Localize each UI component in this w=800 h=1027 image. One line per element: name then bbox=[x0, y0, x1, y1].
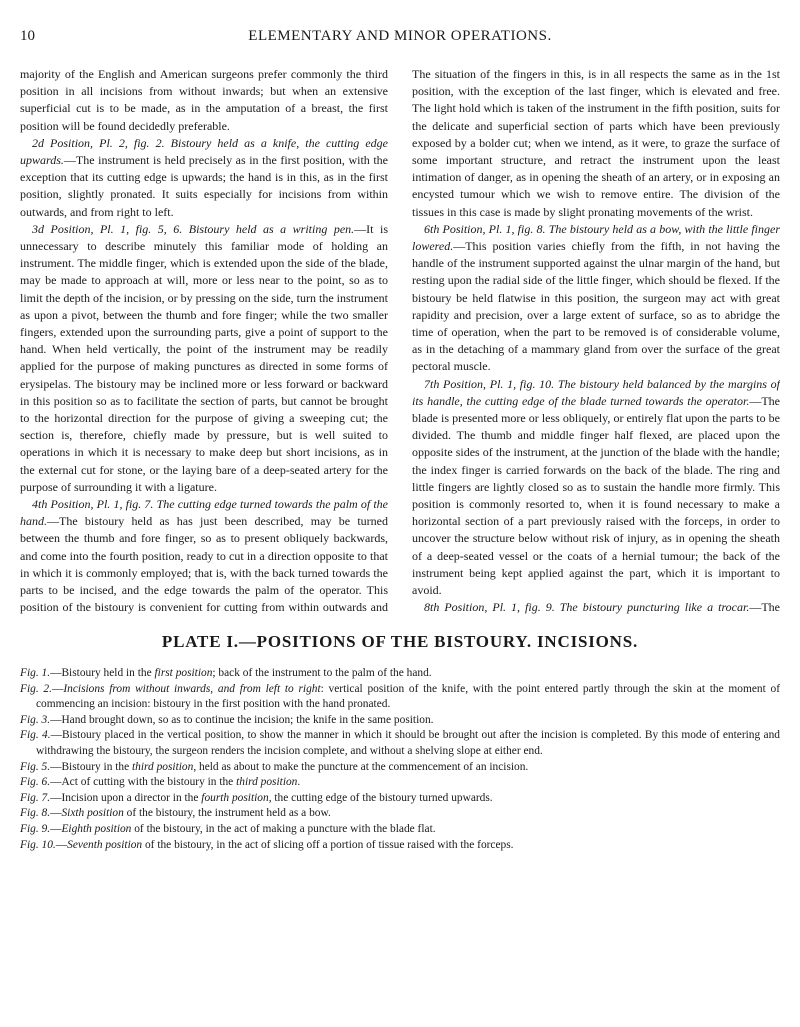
caption-italic: first position bbox=[154, 667, 213, 679]
page-number: 10 bbox=[20, 28, 35, 44]
position-heading: 3d Position, Pl. 1, fig. 5, 6. Bistoury held as a writing pen. bbox=[32, 221, 355, 236]
caption-italic: Sixth position bbox=[61, 807, 124, 820]
caption-italic: third position bbox=[236, 776, 298, 789]
right-column bbox=[412, 66, 780, 618]
caption-text: of the bistoury, in the act of slicing off a portion of tissue raised with the forceps. bbox=[142, 838, 514, 851]
caption-italic: third position bbox=[132, 760, 194, 773]
caption-text: — bbox=[51, 682, 64, 695]
left-column bbox=[20, 66, 388, 618]
figure-label: Fig. 6. bbox=[20, 776, 51, 789]
figure-label: Fig. 3. bbox=[20, 713, 51, 726]
caption-text: —Bistoury held in the bbox=[50, 667, 155, 679]
figure-caption bbox=[20, 682, 780, 713]
caption-text: — bbox=[50, 807, 62, 820]
figure-label: Fig. 10. bbox=[20, 838, 56, 851]
figure-caption bbox=[20, 791, 780, 807]
paragraph-body: —This position varies chiefly from the fifth, in not having the handle of the instrument supported against the ulnar margin of the hand, but resting upon the radial side of the little finger, which should be flexed. If the bistoury be held flatwise in this position, the surgeon may act with great rapidity and precision, over a large extent of surface, so as to abridge the time of operation, when the part to be removed is of considerable volume, as in the detaching of a mammary gland from over the surface of the great pectoral muscle. bbox=[412, 239, 780, 374]
position-heading: 2d Position, Pl. 2, fig. 2. Bistoury held as a knife, the cutting edge upwards. bbox=[20, 135, 388, 168]
figure-caption bbox=[20, 806, 780, 822]
caption-text: —Act of cutting with the bistoury in the bbox=[50, 776, 237, 789]
paragraph bbox=[412, 599, 780, 618]
figure-label: Fig. 2. bbox=[20, 682, 52, 695]
caption-italic: Seventh position bbox=[67, 838, 143, 851]
position-heading: 6th Position, Pl. 1, fig. 8. The bistoury held as a bow, with the little finger lowered. bbox=[412, 221, 780, 254]
caption-text: —Incision upon a director in the bbox=[50, 791, 202, 804]
caption-text: : vertical position of the knife, with the point entered partly through the skin at the moment of commencing an incision: bistoury in the first position with the hand pronated. bbox=[36, 682, 780, 711]
figure-label: Fig. 1. bbox=[20, 667, 51, 679]
caption-italic: Eighth position bbox=[61, 822, 132, 835]
caption-text: . bbox=[297, 776, 301, 789]
paragraph bbox=[20, 135, 388, 221]
figure-caption bbox=[20, 760, 780, 776]
caption-italic: Incisions from without inwards, and from left to right bbox=[63, 682, 321, 695]
caption-text: —Bistoury in the bbox=[50, 760, 133, 773]
paragraph-body: —The bistoury held as has just been described, may be turned between the thumb and fore finger, so as to present obliquely backwards, and come into the fourth position, ready to cut in a direction opposite to that in which it is commonly employed; that is, with the back turned towards the parts to be incised, and the edge towards the palm of the operator. This position of the bistoury is convenient for cutting from within outwards and bbox=[20, 514, 388, 615]
figure-label: Fig. 4. bbox=[20, 729, 51, 742]
figure-caption bbox=[20, 713, 780, 729]
paragraph bbox=[20, 496, 388, 618]
figure-caption bbox=[20, 666, 780, 682]
paragraph-body: —It is unnecessary to describe minutely this familiar mode of holding an instrument. The middle finger, which is extended upon the side of the blade, may be made to approach at will, more or less near to the point, so as to limit the depth of the incision, or by pressing on the side, turn the instrument as upon a pivot, between the thumb and fore finger; while the two smaller fingers, extended upon the surrounding parts, give a point of support to the hand. When held vertically, the point of the instrument may be readily applied for the purpose of making punctures as directed in some forms of erysipelas. The bistoury may be inclined more or less forward or backward in this position so as to facilitate the section of parts, but cannot be brought to the horizontal direction for the purpose of giving a sweeping cut; the section is, therefore, chiefly made by pressure, but is well suited to operations in which it is necessary to make deep but short incisions, as in the external cut for stone, or the laying bare of a deep-seated artery for the purpose of surrounding it with a ligature. bbox=[20, 221, 388, 494]
position-heading: 4th Position, Pl. 1, fig. 7. The cutting edge turned towards the palm of the hand. bbox=[20, 497, 388, 529]
caption-text: —Bistoury placed in the vertical position, to show the manner in which it should be brought out after the incision is completed. By this mode of entering and withdrawing the bistoury, the surgeon renders the incision complete, and without a shelving slope at either end. bbox=[36, 729, 780, 757]
caption-text: — bbox=[50, 822, 62, 835]
caption-text: of the bistoury, in the act of making a puncture with the blade flat. bbox=[131, 822, 436, 835]
figure-caption bbox=[20, 775, 780, 791]
paragraph: The situation of the fingers in this, is in all respects the same as in the 1st position, with the exception of the last finger, which is elevated and free. The light hold which is taken of the instrument in the fifth position, suits for the delicate and superficial section of parts which have been previously exposed by a bolder cut; when we intend, as it were, to graze the surface of some important structure, and retract the instrument upon the least intimation of danger, as in opening the sheath of an artery, or in exposing an encysted tumour which we wish to remove entire. The division of the tissues in this case is made by slight pronating movements of the wrist. bbox=[412, 67, 780, 219]
caption-text: — bbox=[55, 838, 68, 851]
figure-caption bbox=[20, 838, 780, 854]
caption-text: ; back of the instrument to the palm of the hand. bbox=[212, 667, 432, 679]
position-heading: 8th Position, Pl. 1, fig. 9. The bistoury puncturing like a trocar. bbox=[424, 600, 750, 615]
caption-text: , the cutting edge of the bistoury turned upwards. bbox=[268, 791, 493, 804]
paragraph bbox=[412, 221, 780, 376]
caption-text: of the bistoury, the instrument held as a bow. bbox=[123, 807, 331, 820]
paragraph-body: —The bbox=[749, 600, 780, 615]
figure-caption bbox=[20, 728, 780, 759]
running-title: ELEMENTARY AND MINOR OPERATIONS. bbox=[248, 28, 552, 44]
plate-title: PLATE I.—POSITIONS OF THE BISTOURY. INCISIONS. bbox=[161, 632, 639, 651]
paragraph-body: —The blade is presented more or less obliquely, or entirely flat upon the parts to be divided. The thumb and middle finger half flexed, are placed upon the opposite sides of the instrument, at the junction of the blade with the handle; the index finger is carried forwards on the back of the blade. The ring and little fingers are lightly closed so as to sustain the handle more firmly. This position is commonly resorted to, when it is found necessary to make a horizontal section of a part previously raised with the forceps, in order to uncover the structure below without risk of injury, as in opening the sheath of a deep-seated vessel or the coats of a hernial tumour; the back of the instrument being kept applied against the part, which it is important to avoid. bbox=[412, 393, 780, 598]
paragraph-body: —The instrument is held precisely as in the first position, with the exception that its cutting edge is upwards; the hand is in this, as in the first position, slightly pronated. It suits especially for incisions from within outwards, and from right to left. bbox=[20, 153, 388, 219]
figure-label: Fig. 9. bbox=[20, 822, 51, 835]
caption-text: , held as about to make the puncture at the commencement of an incision. bbox=[193, 760, 529, 773]
caption-text: —Hand brought down, so as to continue the incision; the knife in the same position. bbox=[50, 713, 434, 726]
position-heading: 7th Position, Pl. 1, fig. 10. The bistoury held balanced by the margins of its handle, the cutting edge of the blade turned towards the operator. bbox=[412, 376, 780, 408]
figure-label: Fig. 8. bbox=[20, 807, 51, 820]
body-text bbox=[20, 66, 780, 618]
plate-captions bbox=[20, 666, 780, 853]
figure-label: Fig. 7. bbox=[20, 791, 51, 804]
paragraph bbox=[20, 221, 388, 496]
figure-caption bbox=[20, 822, 780, 838]
paragraph bbox=[412, 376, 780, 600]
figure-label: Fig. 5. bbox=[20, 760, 51, 773]
paragraph: majority of the English and American surgeons prefer commonly the third position in all incisions from without inwards; but when an extensive superficial cut is to be made, as in the amputation of a breast, the first position will be found decidedly preferable. bbox=[20, 67, 388, 133]
running-head bbox=[18, 28, 782, 50]
caption-italic: fourth position bbox=[201, 791, 269, 804]
